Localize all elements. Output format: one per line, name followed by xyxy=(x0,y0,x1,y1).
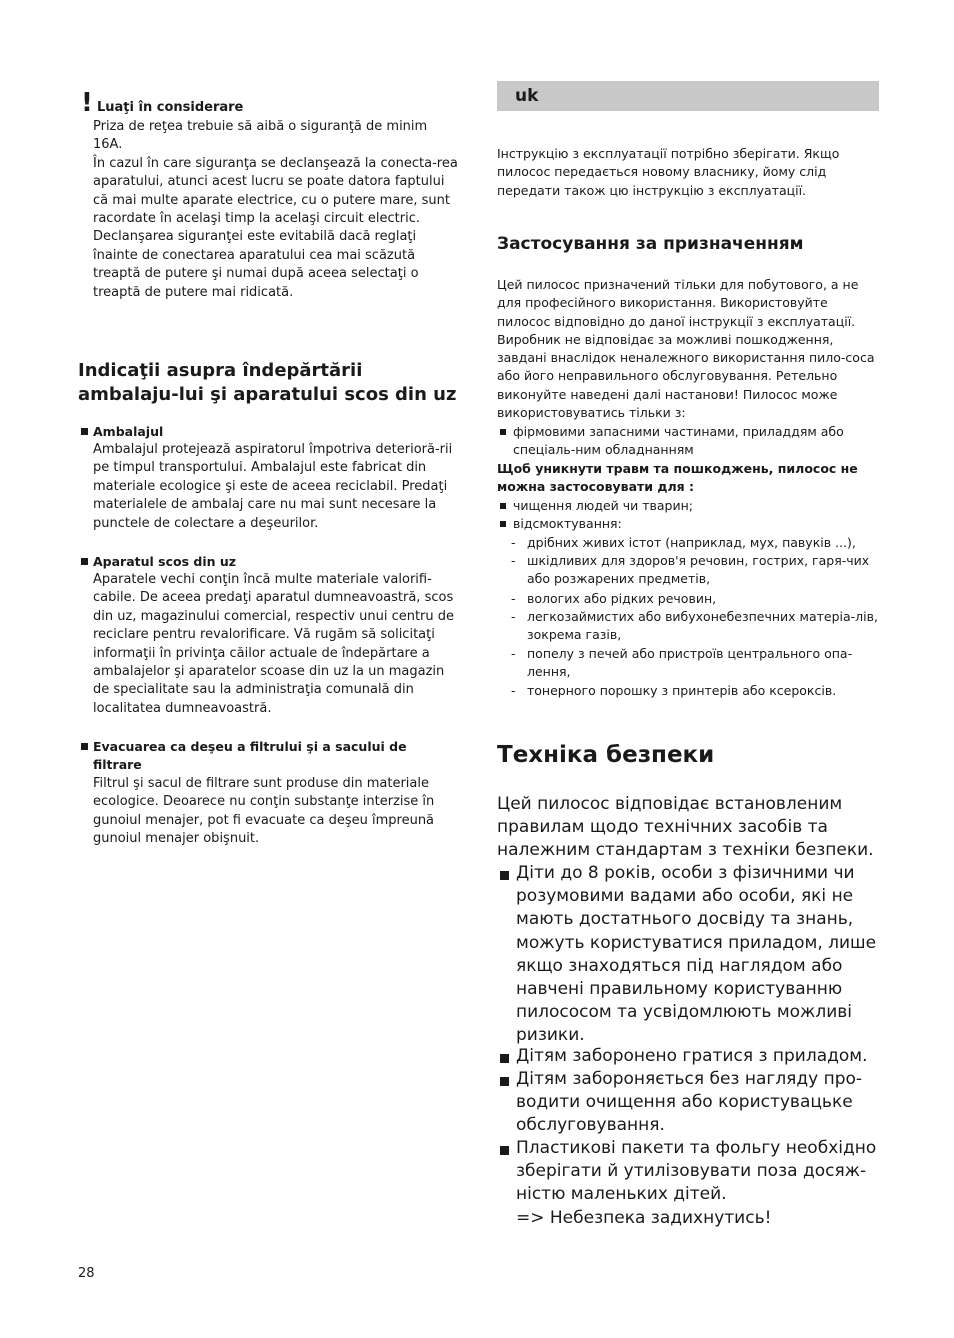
bullet-square-icon xyxy=(500,1146,509,1155)
dash-mark: - xyxy=(511,683,516,698)
usage-heading: Застосування за призначенням xyxy=(497,234,804,254)
language-code: uk xyxy=(515,86,539,106)
item-title-old-appliance: Aparatul scos din uz xyxy=(93,554,237,569)
warning-text: Щоб уникнути травм та пошкоджень, пилосос не можна застосовувати для : xyxy=(497,461,858,495)
bullet-square-icon xyxy=(81,558,88,565)
bullet-square-icon xyxy=(500,1077,509,1086)
safety-intro: Цей пилосос відповідає встановленим правилам щодо технічних засобів та належним стандартам з техніки безпеки. xyxy=(497,794,874,861)
safety-item-text: Дітям заборонено гратися з приладом. xyxy=(516,1046,868,1066)
safety-item-text: Дітям забороняється без нагляду про-водити очищення або користувацьке обслуговування. xyxy=(516,1069,863,1136)
language-bar xyxy=(497,81,879,111)
dash-item-text: дрібних живих істот (наприклад, мух, павуків ...), xyxy=(527,535,856,550)
dash-mark: - xyxy=(511,535,516,550)
bullet-square-icon xyxy=(500,429,506,435)
safety-heading: Техніка безпеки xyxy=(497,742,715,768)
dash-mark: - xyxy=(511,591,516,606)
item-body-filter: Filtrul şi sacul de filtrare sunt produse din materiale ecologice. Deoarece nu conţin substanţe interzise în gunoiul menajer, pot fi evacuate ca deşeu împreună gunoiul menajer obişnuit. xyxy=(93,776,435,847)
notice-title: Luaţi în considerare xyxy=(97,100,244,115)
dash-mark: - xyxy=(511,553,516,568)
warn-bullet-text: відсмоктування: xyxy=(513,516,622,531)
item-body-old-appliance: Aparatele vechi conţin încă multe materiale valorifi-cabile. De aceea predaţi aparatul dumneavoastră, scos din uz, magazinului comercial, respectiv unui centru de reciclare pentru revalorificare. Vă rugăm să solicitaţi informaţii în privinţa căilor actuale de îndepărtare a ambalajelor şi aparatelor scoase din uz la un magazin de specialitate sau la administraţia comunală din localitatea dumneavoastră. xyxy=(93,572,455,716)
bullet-square-icon xyxy=(500,1054,509,1063)
page-number: 28 xyxy=(78,1266,95,1281)
bullet-square-icon xyxy=(500,521,506,527)
dash-mark: - xyxy=(511,646,516,661)
usage-bullet-text: фірмовими запасними частинами, приладдям або спеціаль-ним обладнанням xyxy=(513,424,844,458)
dash-item-text: вологих або рідких речовин, xyxy=(527,591,717,606)
item-title-packaging: Ambalajul xyxy=(93,424,164,439)
dash-mark: - xyxy=(511,609,516,624)
intro-text: Інструкцію з експлуатації потрібно зберігати. Якщо пилосос передається новому власнику, йому слід передати також цю інструкцію з експлуатації. xyxy=(497,146,840,198)
dash-item-text: шкідливих для здоров'я речовин, гострих, гаря-чих або розжарених предметів, xyxy=(527,553,870,587)
notice-text: Priza de reţea trebuie să aibă o siguranţă de minim 16A. În cazul în care siguranţa se declanşează la conecta-rea aparatului, atunci acest lucru se poate datora faptului că mai multe aparate electrice, cu o putere mare, sunt racordate în acelaşi timp la acelaşi circuit electric. Declanşarea siguranţei este evitabilă dacă reglaţi înainte de conectarea aparatului cea mai scăzută treaptă de putere şi numai după aceea selectaţi o treaptă de putere mai ridicată. xyxy=(93,119,458,300)
bullet-square-icon xyxy=(500,503,506,509)
safety-item-text: Діти до 8 років, особи з фізичними чи розумовими вадами або особи, які не мають достатнього досвіду та знань, можуть користуватися приладом, лише якщо знаходяться під наглядом або навчені правильному користуванню пилососом та усвідомлюють можливі ризики. xyxy=(516,863,877,1046)
dash-item-text: легкозаймистих або вибухонебезпечних матеріа-лів, зокрема газів, xyxy=(527,609,878,643)
bullet-square-icon xyxy=(81,743,88,750)
item-title-filter: Evacuarea ca deşeu a filtrului şi a sacului de filtrare xyxy=(93,739,407,772)
safety-item-text: Пластикові пакети та фольгу необхідно зберігати й утилізовувати поза досяж-ністю маленьких дітей. => Небезпека задихнутись! xyxy=(516,1138,877,1228)
notice-body xyxy=(93,118,458,302)
item-body-packaging: Ambalajul protejează aspiratorul împotriva deterioră-rii pe timpul transportului. Ambalajul este fabricat din materiale ecologice şi este de aceea reciclabil. Predaţi materialele de ambalaj care nu mai sunt necesare la punctele de colectare a deşeurilor. xyxy=(93,442,453,531)
exclamation-icon: ! xyxy=(81,88,93,118)
usage-body: Цей пилосос призначений тільки для побутового, а не для професійного використання. Використовуйте пилосос відповідно до даної інструкції з експлуатації. Виробник не відповідає за можливі пошкодження, завдані внаслідок неналежного використання пило-соса або його неправильного обслуговування. Ретельно виконуйте наведені далі настанови! Пилосос може використовуватись тільки з: xyxy=(497,277,875,421)
bullet-square-icon xyxy=(81,428,88,435)
disposal-heading: Indicaţii asupra îndepărtării ambalaju-lui şi aparatului scos din uz xyxy=(78,360,457,405)
dash-item-text: тонерного порошку з принтерів або ксероксів. xyxy=(527,683,837,698)
bullet-square-icon xyxy=(500,871,509,880)
warn-bullet-text: чищення людей чи тварин; xyxy=(513,498,693,513)
dash-item-text: попелу з печей або пристроїв центрального опа-лення, xyxy=(527,646,853,680)
